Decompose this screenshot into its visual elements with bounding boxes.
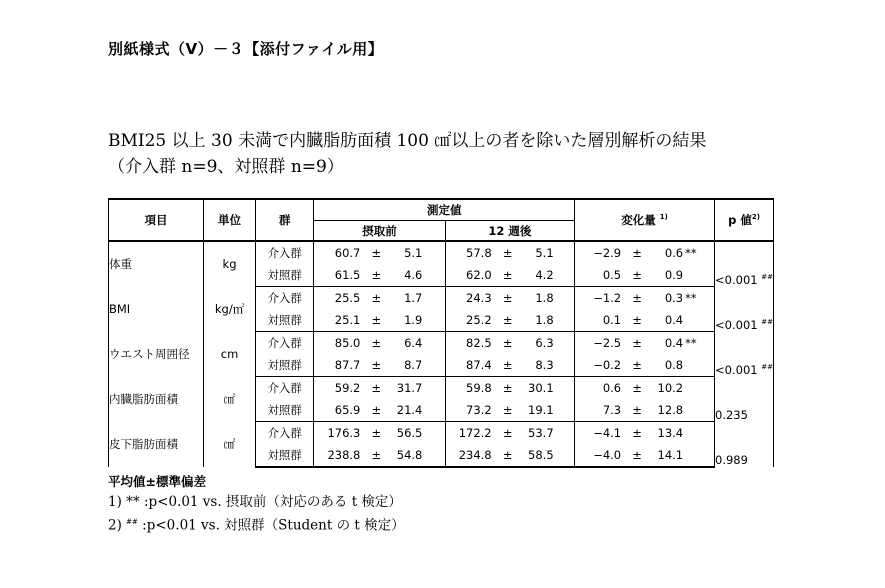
header-item: 項目	[109, 199, 204, 241]
unit: cm	[204, 332, 256, 377]
table-title-line1: BMI25 以上 30 未満で内臓脂肪面積 100 ㎠以上の者を除いた層別解析の結果	[108, 131, 707, 151]
sd-value: 5.1	[404, 246, 423, 260]
sd-value: 6.3	[535, 336, 554, 350]
plus-minus: ±	[502, 358, 513, 372]
plus-minus: ±	[502, 381, 513, 395]
footnote-2: 2) ## :p<0.01 vs. 対照群（Student の t 検定）	[108, 517, 405, 534]
plus-minus: ±	[632, 381, 642, 395]
mean-value: 57.8	[466, 246, 492, 260]
mean-value: 62.0	[466, 268, 492, 282]
footnote-1: 1) ** :p<0.01 vs. 摂取前（対応のある t 検定）	[108, 494, 402, 510]
mean-value: −4.1	[593, 426, 622, 440]
sd-value: 30.1	[528, 381, 554, 395]
mean-value: 61.5	[334, 268, 361, 282]
mean-value: 65.9	[334, 403, 361, 417]
mean-value: −2.5	[593, 336, 622, 350]
sd-value: 0.4	[664, 313, 684, 327]
group-name: 対照群	[256, 444, 314, 467]
sd-value: 12.8	[657, 403, 684, 417]
sd-value: 13.4	[657, 426, 684, 440]
unit: kg/㎡	[204, 287, 256, 332]
mean-value: 238.8	[327, 448, 361, 462]
mean-value: 234.8	[458, 448, 492, 462]
sd-value: 0.4	[664, 336, 684, 350]
sd-value: 8.7	[404, 358, 423, 372]
sd-value: 56.5	[396, 426, 423, 440]
plus-minus: ±	[502, 426, 513, 440]
plus-minus: ±	[502, 448, 513, 462]
sd-value: 14.1	[657, 448, 684, 462]
footnotes	[108, 472, 405, 536]
mean-value: 60.7	[334, 246, 361, 260]
sd-value: 19.1	[528, 403, 554, 417]
plus-minus: ±	[502, 268, 513, 282]
unit: ㎠	[204, 422, 256, 468]
mean-value: −2.9	[593, 246, 622, 260]
mean-value: 87.4	[466, 358, 492, 372]
item-name: 内臓脂肪面積	[109, 377, 204, 422]
mean-value: 59.8	[466, 381, 492, 395]
mean-value: 73.2	[466, 403, 492, 417]
group-name: 介入群	[256, 287, 314, 310]
plus-minus: ±	[632, 291, 642, 305]
plus-minus: ±	[502, 336, 513, 350]
mean-value: 24.3	[466, 291, 492, 305]
group-name: 介入群	[256, 377, 314, 400]
sd-value: 58.5	[528, 448, 554, 462]
group-name: 対照群	[256, 399, 314, 422]
sd-value: 4.2	[535, 268, 554, 282]
plus-minus: ±	[502, 291, 513, 305]
group-name: 介入群	[256, 241, 314, 264]
group-name: 介入群	[256, 422, 314, 445]
sd-value: 1.8	[535, 313, 554, 327]
header-unit: 単位	[204, 199, 256, 241]
plus-minus: ±	[371, 448, 382, 462]
plus-minus: ±	[371, 426, 382, 440]
mean-value: −0.2	[593, 358, 622, 372]
p-value: <0.001 ##	[715, 332, 774, 377]
sd-value: 4.6	[404, 268, 423, 282]
table-row	[109, 287, 774, 310]
plus-minus: ±	[632, 448, 642, 462]
plus-minus: ±	[632, 313, 642, 327]
form-label: 別紙様式（Ⅴ）－３【添付ファイル用】	[108, 40, 384, 58]
sd-value: 54.8	[396, 448, 423, 462]
plus-minus: ±	[371, 291, 382, 305]
mean-value: 59.2	[334, 381, 361, 395]
unit: kg	[204, 241, 256, 287]
table-row	[109, 422, 774, 445]
plus-minus: ±	[502, 313, 513, 327]
plus-minus: ±	[371, 246, 382, 260]
mean-value: 85.0	[334, 336, 361, 350]
significance-mark: **	[685, 336, 697, 350]
mean-value: 82.5	[466, 336, 492, 350]
group-name: 対照群	[256, 354, 314, 377]
mean-value: 25.1	[334, 313, 361, 327]
plus-minus: ±	[371, 336, 382, 350]
table-row	[109, 332, 774, 355]
sd-value: 31.7	[396, 381, 423, 395]
mean-value: −4.0	[593, 448, 622, 462]
sd-value: 21.4	[396, 403, 423, 417]
item-name: ウエスト周囲径	[109, 332, 204, 377]
table-title-line2: （介入群 n=9、対照群 n=9）	[108, 157, 344, 177]
header-measured: 測定値	[314, 199, 575, 221]
sd-value: 5.1	[535, 246, 554, 260]
item-name: BMI	[109, 287, 204, 332]
mean-value: 25.2	[466, 313, 492, 327]
plus-minus: ±	[502, 403, 513, 417]
significance-mark: **	[685, 291, 697, 305]
header-after: 12 週後	[445, 221, 574, 242]
table-row	[109, 241, 774, 264]
mean-value: 0.5	[602, 268, 622, 282]
p-value: 0.989	[715, 422, 774, 468]
plus-minus: ±	[371, 268, 382, 282]
sd-value: 0.6	[664, 246, 684, 260]
mean-value: 87.7	[334, 358, 361, 372]
sd-value: 1.9	[404, 313, 423, 327]
sd-value: 8.3	[535, 358, 554, 372]
plus-minus: ±	[632, 358, 642, 372]
mean-value: 0.6	[602, 381, 622, 395]
plus-minus: ±	[502, 246, 513, 260]
unit: ㎠	[204, 377, 256, 422]
plus-minus: ±	[371, 313, 382, 327]
plus-minus: ±	[371, 358, 382, 372]
item-name: 皮下脂肪面積	[109, 422, 204, 468]
group-name: 対照群	[256, 264, 314, 287]
significance-mark: **	[685, 246, 697, 260]
sd-value: 1.7	[404, 291, 423, 305]
sd-value: 53.7	[528, 426, 554, 440]
mean-value: −1.2	[593, 291, 622, 305]
plus-minus: ±	[632, 426, 642, 440]
sd-value: 1.8	[535, 291, 554, 305]
p-value: <0.001 ##	[715, 241, 774, 287]
mean-value: 0.1	[602, 313, 622, 327]
sd-value: 0.8	[664, 358, 684, 372]
header-group: 群	[256, 199, 314, 241]
results-table	[108, 198, 774, 468]
mean-value: 7.3	[602, 403, 622, 417]
mean-value: 25.5	[334, 291, 361, 305]
sd-value: 0.9	[664, 268, 684, 282]
plus-minus: ±	[371, 403, 382, 417]
group-name: 対照群	[256, 309, 314, 332]
p-value: 0.235	[715, 377, 774, 422]
plus-minus: ±	[632, 403, 642, 417]
group-name: 介入群	[256, 332, 314, 355]
footnote-mean-sd: 平均値±標準偏差	[108, 474, 206, 489]
mean-value: 176.3	[327, 426, 361, 440]
mean-value: 172.2	[458, 426, 492, 440]
p-value: <0.001 ##	[715, 287, 774, 332]
plus-minus: ±	[632, 268, 642, 282]
sd-value: 6.4	[404, 336, 423, 350]
plus-minus: ±	[632, 336, 642, 350]
header-p: p 値$^{2)}$	[715, 199, 774, 241]
sd-value: 0.3	[664, 291, 684, 305]
item-name: 体重	[109, 241, 204, 287]
header-change: 変化量 $^{1)}$	[575, 199, 715, 241]
table-row	[109, 377, 774, 400]
plus-minus: ±	[632, 246, 642, 260]
sd-value: 10.2	[657, 381, 684, 395]
plus-minus: ±	[371, 381, 382, 395]
header-before: 摂取前	[314, 221, 445, 242]
